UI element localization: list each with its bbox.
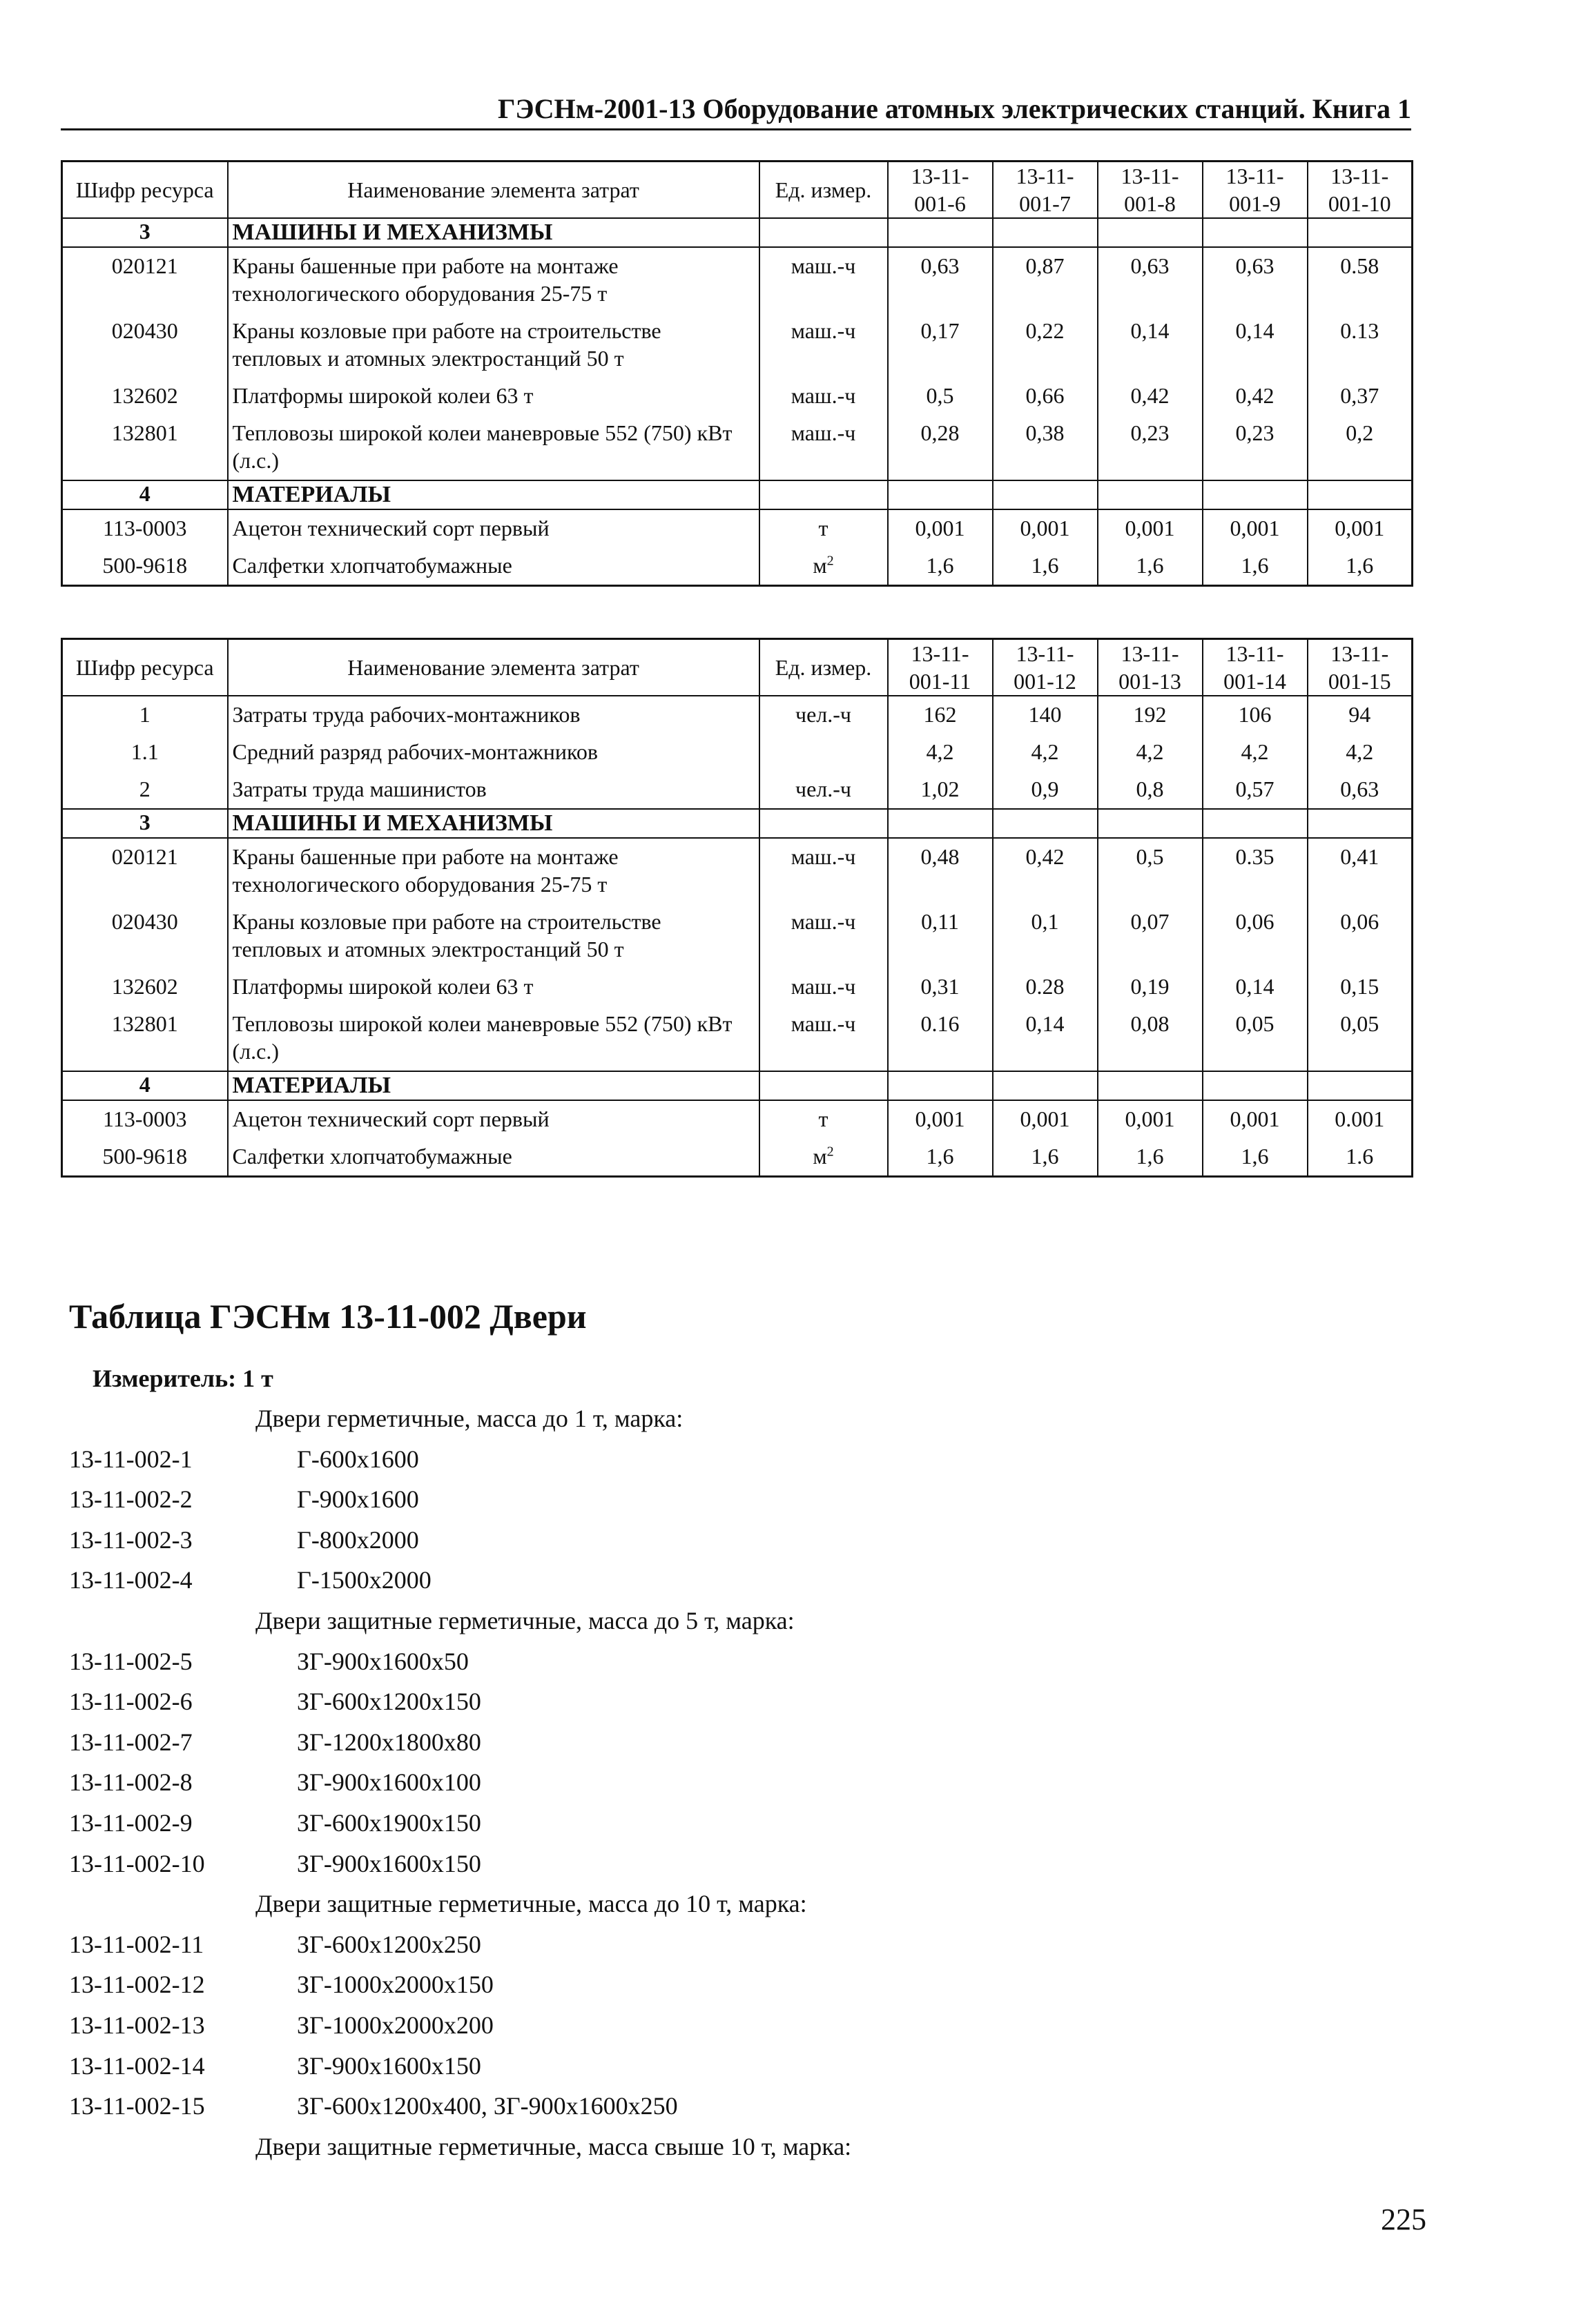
- item-mark: ЗГ-600х1200х150: [297, 1688, 481, 1716]
- value-cell: 0,23: [1098, 415, 1203, 480]
- value-cell: 0,14: [993, 1006, 1098, 1071]
- item-code: 13-11-002-3: [69, 1525, 193, 1554]
- value-cell: 0,9: [993, 771, 1098, 809]
- unit-cell: [759, 509, 888, 547]
- list-item: [69, 1762, 1381, 1803]
- value-cell: 106: [1203, 696, 1308, 734]
- group-line: [69, 1884, 1381, 1924]
- value-cell: 0,001: [993, 509, 1098, 547]
- value-cell: 1,6: [1203, 1138, 1308, 1177]
- item-mark: ЗГ-900х1600х150: [297, 2051, 481, 2080]
- resource-name: Краны башенные при работе на монтаже технологического оборудования 25-75 т: [228, 838, 759, 904]
- value-cell: 1,6: [1203, 547, 1308, 586]
- value-cell: [993, 809, 1098, 838]
- table-body: [62, 696, 1413, 1177]
- value-cell: [1098, 218, 1203, 247]
- col-header-rate: 13-11-001-12: [993, 639, 1098, 696]
- table-body: [62, 218, 1413, 586]
- unit-cell: [759, 415, 888, 480]
- section-name: МАШИНЫ И МЕХАНИЗМЫ: [228, 809, 759, 838]
- value-cell: 0,001: [1308, 509, 1413, 547]
- value-cell: 162: [888, 696, 993, 734]
- resource-table-1: [61, 160, 1413, 587]
- value-cell: 1,6: [993, 547, 1098, 586]
- table-row: [62, 247, 1413, 313]
- value-cell: [888, 809, 993, 838]
- value-cell: 0,48: [888, 838, 993, 904]
- resource-code: 3: [62, 809, 228, 838]
- table-row: [62, 696, 1413, 734]
- value-cell: 1,6: [888, 547, 993, 586]
- resource-name: Затраты труда рабочих-монтажников: [228, 696, 759, 734]
- value-cell: 1.6: [1308, 1138, 1413, 1177]
- resource-name: Ацетон технический сорт первый: [228, 1100, 759, 1138]
- value-cell: 0,05: [1308, 1006, 1413, 1071]
- resource-code: 020121: [62, 838, 228, 904]
- value-cell: 0,14: [1203, 968, 1308, 1006]
- col-header-unit: Ед. измер.: [759, 162, 888, 219]
- item-mark: ЗГ-900х1600х100: [297, 1768, 481, 1797]
- value-cell: 4,2: [1308, 734, 1413, 771]
- resource-name: Ацетон технический сорт первый: [228, 509, 759, 547]
- unit-text: м: [813, 1144, 827, 1169]
- table-row: [62, 1100, 1413, 1138]
- value-cell: 0,23: [1203, 415, 1308, 480]
- item-mark: ЗГ-1000х2000х200: [297, 2011, 494, 2039]
- value-cell: [993, 1071, 1098, 1100]
- col-header-rate: 13-11-001-9: [1203, 162, 1308, 219]
- value-cell: 1,6: [1098, 547, 1203, 586]
- resource-code: 500-9618: [62, 547, 228, 586]
- unit-text: маш.-ч: [791, 1011, 856, 1036]
- table-row: [62, 771, 1413, 809]
- door-list: [69, 1398, 1381, 2167]
- item-mark: ЗГ-600х1200х250: [297, 1930, 481, 1958]
- unit-cell: [759, 968, 888, 1006]
- unit-text: маш.-ч: [791, 420, 856, 445]
- unit-text: маш.-ч: [791, 253, 856, 278]
- resource-code: 132801: [62, 415, 228, 480]
- value-cell: 0,41: [1308, 838, 1413, 904]
- value-cell: 0,63: [1203, 247, 1308, 313]
- value-cell: 0,07: [1098, 904, 1203, 968]
- item-mark: Г-600х1600: [297, 1445, 419, 1473]
- value-cell: 0,22: [993, 313, 1098, 378]
- value-cell: 1,6: [1098, 1138, 1203, 1177]
- list-item: [69, 1560, 1381, 1601]
- value-cell: 0,57: [1203, 771, 1308, 809]
- list-item: [69, 2086, 1381, 2127]
- resource-name: Краны козловые при работе на строительстве тепловых и атомных электростанций 50 т: [228, 904, 759, 968]
- unit-text: маш.-ч: [791, 318, 856, 343]
- resource-code: 020430: [62, 313, 228, 378]
- unit-text: маш.-ч: [791, 383, 856, 408]
- value-cell: 0,001: [1203, 509, 1308, 547]
- value-cell: 4,2: [1203, 734, 1308, 771]
- value-cell: [888, 1071, 993, 1100]
- section-row: [62, 480, 1413, 509]
- value-cell: 1,6: [888, 1138, 993, 1177]
- value-cell: [1098, 1071, 1203, 1100]
- table-header-row: [62, 162, 1413, 219]
- unit-cell: [759, 547, 888, 586]
- unit-text: т: [818, 1106, 828, 1131]
- value-cell: [1098, 480, 1203, 509]
- value-cell: 0.001: [1308, 1100, 1413, 1138]
- value-cell: [1203, 809, 1308, 838]
- unit-superscript: 2: [826, 1144, 834, 1160]
- resource-name: Салфетки хлопчатобумажные: [228, 1138, 759, 1177]
- col-header-code: Шифр ресурса: [62, 639, 228, 696]
- list-item: [69, 2005, 1381, 2046]
- section-name: МАТЕРИАЛЫ: [228, 1071, 759, 1100]
- item-mark: ЗГ-600х1200х400, ЗГ-900х1600х250: [297, 2092, 678, 2120]
- unit-cell: [759, 1006, 888, 1071]
- group-line: [69, 2127, 1381, 2167]
- resource-name: Тепловозы широкой колеи маневровые 552 (750) кВт (л.с.): [228, 415, 759, 480]
- value-cell: 192: [1098, 696, 1203, 734]
- table-row: [62, 838, 1413, 904]
- resource-code: 132801: [62, 1006, 228, 1071]
- measure-unit: Измеритель: 1 т: [93, 1365, 273, 1392]
- unit-cell: [759, 1071, 888, 1100]
- page-number: 225: [1381, 2203, 1426, 2236]
- value-cell: 0,66: [993, 378, 1098, 415]
- item-code: 13-11-002-7: [69, 1728, 193, 1756]
- resource-name: Средний разряд рабочих-монтажников: [228, 734, 759, 771]
- value-cell: 0,05: [1203, 1006, 1308, 1071]
- item-code: 13-11-002-9: [69, 1808, 193, 1837]
- value-cell: 140: [993, 696, 1098, 734]
- value-cell: [1308, 218, 1413, 247]
- value-cell: 0.28: [993, 968, 1098, 1006]
- value-cell: 0,15: [1308, 968, 1413, 1006]
- item-mark: ЗГ-900х1600х150: [297, 1849, 481, 1877]
- value-cell: 0,17: [888, 313, 993, 378]
- value-cell: 0,11: [888, 904, 993, 968]
- table-header-row: [62, 639, 1413, 696]
- list-item: [69, 1439, 1381, 1480]
- value-cell: 0,42: [1203, 378, 1308, 415]
- unit-cell: [759, 218, 888, 247]
- item-mark: ЗГ-900х1600х50: [297, 1647, 469, 1675]
- value-cell: [1203, 1071, 1308, 1100]
- group-line: [69, 1601, 1381, 1641]
- col-header-code: Шифр ресурса: [62, 162, 228, 219]
- unit-cell: [759, 313, 888, 378]
- col-header-name: Наименование элемента затрат: [228, 639, 759, 696]
- value-cell: 94: [1308, 696, 1413, 734]
- unit-cell: [759, 904, 888, 968]
- value-cell: [1203, 218, 1308, 247]
- resource-code: 3: [62, 218, 228, 247]
- value-cell: 4,2: [993, 734, 1098, 771]
- unit-cell: [759, 1138, 888, 1177]
- table-row: [62, 904, 1413, 968]
- value-cell: 0,001: [888, 509, 993, 547]
- value-cell: 0,37: [1308, 378, 1413, 415]
- value-cell: 0.16: [888, 1006, 993, 1071]
- resource-code: 132602: [62, 968, 228, 1006]
- value-cell: 0.35: [1203, 838, 1308, 904]
- item-mark: ЗГ-1200х1800х80: [297, 1728, 481, 1756]
- resource-name: Тепловозы широкой колеи маневровые 552 (750) кВт (л.с.): [228, 1006, 759, 1071]
- list-item: [69, 1722, 1381, 1763]
- value-cell: 0,28: [888, 415, 993, 480]
- value-cell: 0,001: [993, 1100, 1098, 1138]
- value-cell: 0,5: [1098, 838, 1203, 904]
- value-cell: 0,87: [993, 247, 1098, 313]
- section-title: Таблица ГЭСНм 13-11-002 Двери: [69, 1297, 587, 1336]
- unit-cell: [759, 696, 888, 734]
- resource-name: Платформы широкой колеи 63 т: [228, 378, 759, 415]
- item-mark: Г-900х1600: [297, 1485, 419, 1514]
- value-cell: [888, 218, 993, 247]
- table-row: [62, 734, 1413, 771]
- group-line: [69, 1398, 1381, 1439]
- resource-code: 4: [62, 480, 228, 509]
- value-cell: 0,14: [1203, 313, 1308, 378]
- value-cell: 0,63: [888, 247, 993, 313]
- value-cell: 4,2: [888, 734, 993, 771]
- col-header-rate: 13-11-001-13: [1098, 639, 1203, 696]
- unit-cell: [759, 1100, 888, 1138]
- value-cell: 0,1: [993, 904, 1098, 968]
- resource-name: Краны козловые при работе на строительстве тепловых и атомных электростанций 50 т: [228, 313, 759, 378]
- col-header-rate: 13-11-001-15: [1308, 639, 1413, 696]
- section-name: МАТЕРИАЛЫ: [228, 480, 759, 509]
- list-item: [69, 1520, 1381, 1561]
- unit-cell: [759, 480, 888, 509]
- value-cell: 0.58: [1308, 247, 1413, 313]
- resource-code: 132602: [62, 378, 228, 415]
- col-header-unit: Ед. измер.: [759, 639, 888, 696]
- table-row: [62, 547, 1413, 586]
- item-code: 13-11-002-5: [69, 1647, 193, 1675]
- value-cell: 0,14: [1098, 313, 1203, 378]
- value-cell: 0,001: [888, 1100, 993, 1138]
- unit-cell: [759, 378, 888, 415]
- table-row: [62, 313, 1413, 378]
- list-item: [69, 1964, 1381, 2005]
- value-cell: 0,08: [1098, 1006, 1203, 1071]
- value-cell: [1308, 1071, 1413, 1100]
- unit-text: маш.-ч: [791, 844, 856, 869]
- unit-text: чел.-ч: [795, 777, 851, 801]
- value-cell: 0,38: [993, 415, 1098, 480]
- value-cell: 4,2: [1098, 734, 1203, 771]
- item-code: 13-11-002-14: [69, 2051, 205, 2080]
- table-row: [62, 1138, 1413, 1177]
- value-cell: 1,6: [993, 1138, 1098, 1177]
- table-row: [62, 968, 1413, 1006]
- item-code: 13-11-002-10: [69, 1849, 205, 1877]
- item-code: 13-11-002-15: [69, 2092, 205, 2120]
- item-code: 13-11-002-1: [69, 1445, 193, 1473]
- col-header-rate: 13-11-001-7: [993, 162, 1098, 219]
- table-row: [62, 378, 1413, 415]
- table-row: [62, 415, 1413, 480]
- unit-text: чел.-ч: [795, 702, 851, 727]
- resource-name: Краны башенные при работе на монтаже технологического оборудования 25-75 т: [228, 247, 759, 313]
- value-cell: 0,8: [1098, 771, 1203, 809]
- list-item: [69, 1681, 1381, 1722]
- value-cell: [1308, 480, 1413, 509]
- col-header-name: Наименование элемента затрат: [228, 162, 759, 219]
- item-mark: ЗГ-600х1900х150: [297, 1808, 481, 1837]
- group-heading: Двери герметичные, масса до 1 т, марка:: [255, 1405, 684, 1432]
- value-cell: [888, 480, 993, 509]
- resource-code: 1.1: [62, 734, 228, 771]
- section-row: [62, 809, 1413, 838]
- resource-code: 2: [62, 771, 228, 809]
- value-cell: 0,001: [1098, 1100, 1203, 1138]
- unit-cell: [759, 771, 888, 809]
- value-cell: [993, 218, 1098, 247]
- group-heading: Двери защитные герметичные, масса до 10 т, марка:: [255, 1890, 807, 1918]
- value-cell: [1203, 480, 1308, 509]
- table-row: [62, 1006, 1413, 1071]
- value-cell: 0,63: [1308, 771, 1413, 809]
- value-cell: 0,31: [888, 968, 993, 1006]
- item-mark: Г-800х2000: [297, 1525, 419, 1554]
- list-item: [69, 1844, 1381, 1884]
- value-cell: 0.13: [1308, 313, 1413, 378]
- list-item: [69, 1641, 1381, 1682]
- value-cell: 0,06: [1308, 904, 1413, 968]
- list-item: [69, 2046, 1381, 2087]
- resource-code: 020121: [62, 247, 228, 313]
- item-code: 13-11-002-11: [69, 1930, 204, 1958]
- table-row: [62, 509, 1413, 547]
- section-name: МАШИНЫ И МЕХАНИЗМЫ: [228, 218, 759, 247]
- value-cell: 0,63: [1098, 247, 1203, 313]
- value-cell: 0,19: [1098, 968, 1203, 1006]
- section-row: [62, 218, 1413, 247]
- resource-code: 4: [62, 1071, 228, 1100]
- value-cell: 0,2: [1308, 415, 1413, 480]
- list-item: [69, 1479, 1381, 1520]
- group-heading: Двери защитные герметичные, масса свыше 10 т, марка:: [255, 2132, 852, 2160]
- group-heading: Двери защитные герметичные, масса до 5 т, марка:: [255, 1606, 795, 1634]
- value-cell: 0,42: [1098, 378, 1203, 415]
- value-cell: [1308, 809, 1413, 838]
- value-cell: 0,001: [1098, 509, 1203, 547]
- item-code: 13-11-002-13: [69, 2011, 205, 2039]
- item-mark: ЗГ-1000х2000х150: [297, 1971, 494, 1999]
- unit-text: маш.-ч: [791, 909, 856, 934]
- value-cell: 1,6: [1308, 547, 1413, 586]
- resource-code: 500-9618: [62, 1138, 228, 1177]
- item-mark: Г-1500х2000: [297, 1566, 432, 1594]
- unit-text: т: [818, 516, 828, 540]
- item-code: 13-11-002-4: [69, 1566, 193, 1594]
- resource-code: 113-0003: [62, 509, 228, 547]
- value-cell: 0,42: [993, 838, 1098, 904]
- item-code: 13-11-002-8: [69, 1768, 193, 1797]
- section-row: [62, 1071, 1413, 1100]
- value-cell: [993, 480, 1098, 509]
- unit-superscript: 2: [826, 553, 834, 569]
- resource-code: 113-0003: [62, 1100, 228, 1138]
- col-header-rate: 13-11-001-14: [1203, 639, 1308, 696]
- value-cell: 0,06: [1203, 904, 1308, 968]
- col-header-rate: 13-11-001-6: [888, 162, 993, 219]
- col-header-rate: 13-11-001-8: [1098, 162, 1203, 219]
- value-cell: 1,02: [888, 771, 993, 809]
- value-cell: 0,001: [1203, 1100, 1308, 1138]
- value-cell: 0,5: [888, 378, 993, 415]
- list-item: [69, 1803, 1381, 1844]
- value-cell: [1098, 809, 1203, 838]
- running-header: ГЭСНм-2001-13 Оборудование атомных электрических станций. Книга 1: [61, 90, 1411, 130]
- resource-table-2: [61, 638, 1413, 1178]
- resource-name: Салфетки хлопчатобумажные: [228, 547, 759, 586]
- unit-cell: [759, 734, 888, 771]
- item-code: 13-11-002-6: [69, 1688, 193, 1716]
- unit-cell: [759, 838, 888, 904]
- item-code: 13-11-002-2: [69, 1485, 193, 1514]
- resource-code: 020430: [62, 904, 228, 968]
- resource-name: Затраты труда машинистов: [228, 771, 759, 809]
- unit-cell: [759, 809, 888, 838]
- col-header-rate: 13-11-001-11: [888, 639, 993, 696]
- item-code: 13-11-002-12: [69, 1971, 205, 1999]
- col-header-rate: 13-11-001-10: [1308, 162, 1413, 219]
- resource-code: 1: [62, 696, 228, 734]
- unit-text: маш.-ч: [791, 974, 856, 999]
- list-item: [69, 1924, 1381, 1965]
- unit-text: м: [813, 553, 827, 578]
- unit-cell: [759, 247, 888, 313]
- resource-name: Платформы широкой колеи 63 т: [228, 968, 759, 1006]
